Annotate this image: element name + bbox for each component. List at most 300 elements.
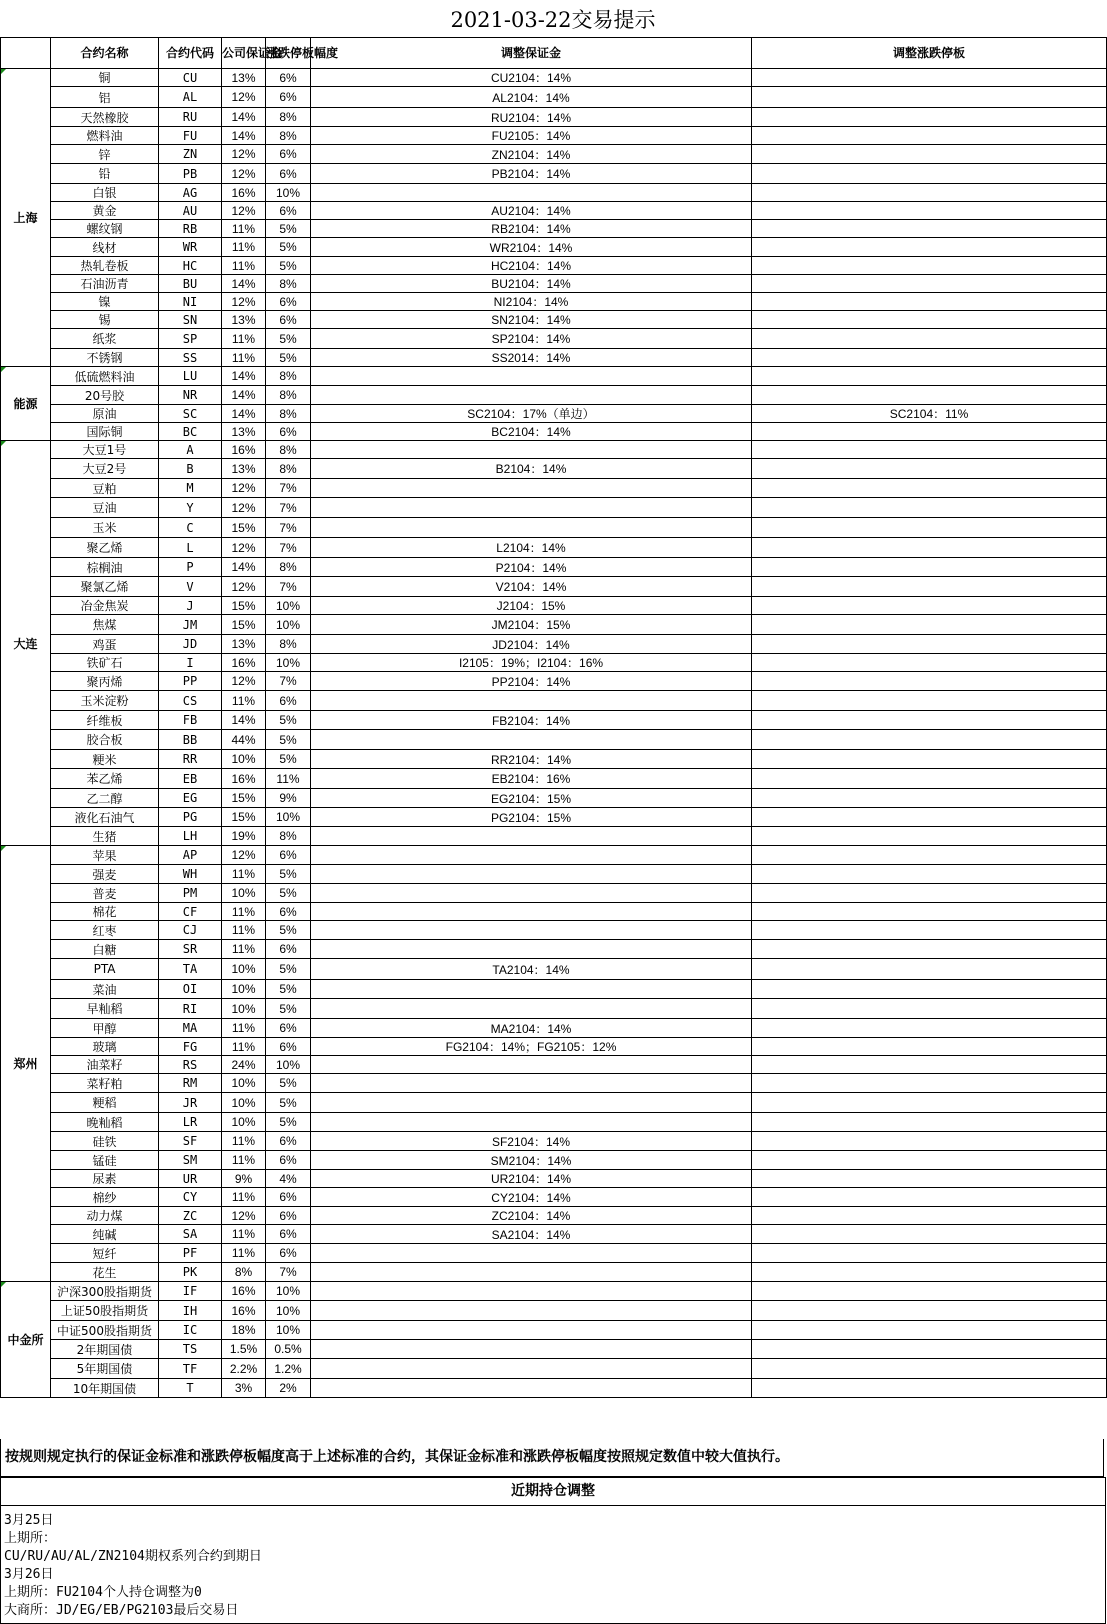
limit-range: 6% bbox=[266, 145, 311, 164]
limit-range: 5% bbox=[266, 1074, 311, 1093]
adjust-margin: I2105：19%；I2104：16% bbox=[311, 654, 752, 672]
adjust-margin: P2104：14% bbox=[311, 558, 752, 577]
limit-range: 8% bbox=[266, 386, 311, 405]
limit-range: 6% bbox=[266, 202, 311, 220]
adjust-limit bbox=[752, 903, 1107, 921]
contract-code: LU bbox=[159, 367, 222, 386]
adjust-margin bbox=[311, 367, 752, 386]
table-row bbox=[1, 1359, 1107, 1379]
contract-name: 焦煤 bbox=[51, 615, 159, 635]
company-margin: 10% bbox=[222, 1074, 266, 1093]
company-margin: 11% bbox=[222, 1132, 266, 1151]
adjust-limit bbox=[752, 293, 1107, 311]
table-row bbox=[1, 999, 1107, 1019]
cell-marker-icon bbox=[1, 846, 6, 851]
contract-code: BU bbox=[159, 275, 222, 293]
adjust-margin: TA2104：14% bbox=[311, 959, 752, 980]
exchange-label: 大连 bbox=[13, 636, 38, 651]
contract-code: AL bbox=[159, 87, 222, 108]
contract-name: 热轧卷板 bbox=[51, 257, 159, 275]
contract-name: 冶金焦炭 bbox=[51, 597, 159, 615]
table-row bbox=[1, 903, 1107, 921]
contract-code: NI bbox=[159, 293, 222, 311]
limit-range: 6% bbox=[266, 1151, 311, 1170]
limit-range: 4% bbox=[266, 1170, 311, 1188]
contract-name: 花生 bbox=[51, 1263, 159, 1282]
contract-code: BC bbox=[159, 423, 222, 441]
contract-code: CS bbox=[159, 691, 222, 711]
adjust-limit bbox=[752, 518, 1107, 538]
contract-name: 大豆2号 bbox=[51, 459, 159, 479]
adjust-limit bbox=[752, 275, 1107, 293]
contract-code: EB bbox=[159, 769, 222, 789]
header-name: 合约名称 bbox=[51, 38, 159, 69]
adjust-limit bbox=[752, 1321, 1107, 1340]
contract-name: 硅铁 bbox=[51, 1132, 159, 1151]
company-margin: 15% bbox=[222, 518, 266, 538]
cell-marker-icon bbox=[1, 69, 6, 74]
limit-range: 7% bbox=[266, 577, 311, 597]
recent-line: 上期所： bbox=[4, 1531, 57, 1546]
contract-code: HC bbox=[159, 257, 222, 275]
company-margin: 11% bbox=[222, 1019, 266, 1038]
table-row bbox=[1, 184, 1107, 202]
contract-code: P bbox=[159, 558, 222, 577]
limit-range: 5% bbox=[266, 1113, 311, 1132]
company-margin: 2.2% bbox=[222, 1359, 266, 1379]
adjust-limit bbox=[752, 1132, 1107, 1151]
adjust-margin: SN2104：14% bbox=[311, 311, 752, 329]
contract-name: 锡 bbox=[51, 311, 159, 329]
adjust-margin bbox=[311, 1093, 752, 1113]
adjust-limit bbox=[752, 367, 1107, 386]
adjust-limit bbox=[752, 615, 1107, 635]
adjust-margin: BU2104：14% bbox=[311, 275, 752, 293]
adjust-margin bbox=[311, 980, 752, 999]
table-row bbox=[1, 498, 1107, 518]
contract-name: 铜 bbox=[51, 69, 159, 87]
header-adjust-margin: 调整保证金 bbox=[311, 38, 752, 69]
contract-name: 晚籼稻 bbox=[51, 1113, 159, 1132]
adjust-limit bbox=[752, 349, 1107, 367]
contract-code: CJ bbox=[159, 921, 222, 940]
adjust-limit bbox=[752, 202, 1107, 220]
contract-code: TF bbox=[159, 1359, 222, 1379]
adjust-margin: JD2104：14% bbox=[311, 635, 752, 654]
company-margin: 15% bbox=[222, 615, 266, 635]
contract-code: TS bbox=[159, 1340, 222, 1359]
table-row bbox=[1, 108, 1107, 127]
limit-range: 6% bbox=[266, 87, 311, 108]
contract-name: 豆粕 bbox=[51, 479, 159, 498]
limit-range: 8% bbox=[266, 459, 311, 479]
company-margin: 24% bbox=[222, 1056, 266, 1074]
limit-range: 10% bbox=[266, 1321, 311, 1340]
table-row bbox=[1, 238, 1107, 257]
contract-name: 低硫燃料油 bbox=[51, 367, 159, 386]
company-margin: 13% bbox=[222, 423, 266, 441]
adjust-margin bbox=[311, 386, 752, 405]
contract-name: 国际铜 bbox=[51, 423, 159, 441]
adjust-margin bbox=[311, 1113, 752, 1132]
adjust-margin: ZN2104：14% bbox=[311, 145, 752, 164]
adjust-limit bbox=[752, 459, 1107, 479]
adjust-limit bbox=[752, 940, 1107, 959]
contract-code: PK bbox=[159, 1263, 222, 1282]
adjust-limit bbox=[752, 577, 1107, 597]
table-row bbox=[1, 1225, 1107, 1244]
contract-code: WR bbox=[159, 238, 222, 257]
adjust-margin bbox=[311, 1301, 752, 1321]
table-body bbox=[1, 69, 1107, 1398]
company-margin: 11% bbox=[222, 220, 266, 238]
table-row bbox=[1, 865, 1107, 884]
contract-code: IF bbox=[159, 1282, 222, 1301]
adjust-limit bbox=[752, 386, 1107, 405]
company-margin: 10% bbox=[222, 1113, 266, 1132]
contract-name: 菜油 bbox=[51, 980, 159, 999]
adjust-limit bbox=[752, 538, 1107, 558]
limit-range: 2% bbox=[266, 1379, 311, 1398]
table-row bbox=[1, 884, 1107, 903]
contract-name: 动力煤 bbox=[51, 1207, 159, 1225]
adjust-limit bbox=[752, 1225, 1107, 1244]
adjust-margin bbox=[311, 1282, 752, 1301]
recent-line: 3月26日 bbox=[4, 1567, 54, 1582]
cell-marker-icon bbox=[1, 441, 6, 446]
contract-name: 纸浆 bbox=[51, 329, 159, 349]
contract-name: 短纤 bbox=[51, 1244, 159, 1263]
table-row bbox=[1, 87, 1107, 108]
adjust-limit bbox=[752, 441, 1107, 459]
adjust-limit bbox=[752, 769, 1107, 789]
adjust-limit bbox=[752, 1244, 1107, 1263]
contract-code: RU bbox=[159, 108, 222, 127]
company-margin: 11% bbox=[222, 1188, 266, 1207]
adjust-margin bbox=[311, 479, 752, 498]
cell-marker-icon bbox=[1, 1282, 6, 1287]
contract-name: 纤维板 bbox=[51, 711, 159, 730]
company-margin: 12% bbox=[222, 87, 266, 108]
adjust-margin: RR2104：14% bbox=[311, 750, 752, 769]
contract-name: 5年期国债 bbox=[51, 1359, 159, 1379]
contract-name: 20号胶 bbox=[51, 386, 159, 405]
exchange-label: 能源 bbox=[13, 397, 38, 411]
contract-name: 螺纹钢 bbox=[51, 220, 159, 238]
contract-code: IC bbox=[159, 1321, 222, 1340]
adjust-margin: J2104：15% bbox=[311, 597, 752, 615]
limit-range: 6% bbox=[266, 1244, 311, 1263]
company-margin: 11% bbox=[222, 238, 266, 257]
contract-code: IH bbox=[159, 1301, 222, 1321]
table-row bbox=[1, 597, 1107, 615]
adjust-margin: PB2104：14% bbox=[311, 164, 752, 184]
contract-name: 聚丙烯 bbox=[51, 672, 159, 691]
adjust-limit bbox=[752, 711, 1107, 730]
company-margin: 16% bbox=[222, 769, 266, 789]
contract-code: SS bbox=[159, 349, 222, 367]
adjust-limit bbox=[752, 884, 1107, 903]
limit-range: 10% bbox=[266, 654, 311, 672]
contract-name: 粳稻 bbox=[51, 1093, 159, 1113]
limit-range: 6% bbox=[266, 940, 311, 959]
exchange-cell bbox=[1, 367, 51, 441]
contract-name: 10年期国债 bbox=[51, 1379, 159, 1398]
limit-range: 8% bbox=[266, 635, 311, 654]
contract-code: PP bbox=[159, 672, 222, 691]
page-title: 2021-03-22交易提示 bbox=[450, 8, 656, 32]
header-code: 合约代码 bbox=[159, 38, 222, 69]
adjust-limit bbox=[752, 1151, 1107, 1170]
limit-range: 5% bbox=[266, 1093, 311, 1113]
contract-code: SA bbox=[159, 1225, 222, 1244]
limit-range: 5% bbox=[266, 865, 311, 884]
limit-range: 8% bbox=[266, 367, 311, 386]
contract-name: 黄金 bbox=[51, 202, 159, 220]
limit-range: 5% bbox=[266, 730, 311, 750]
contract-code: JM bbox=[159, 615, 222, 635]
company-margin: 14% bbox=[222, 558, 266, 577]
contract-name: 玉米 bbox=[51, 518, 159, 538]
company-margin: 12% bbox=[222, 293, 266, 311]
adjust-limit bbox=[752, 1038, 1107, 1056]
company-margin: 12% bbox=[222, 538, 266, 558]
contract-code: FB bbox=[159, 711, 222, 730]
contract-code: EG bbox=[159, 789, 222, 808]
limit-range: 6% bbox=[266, 1225, 311, 1244]
adjust-margin bbox=[311, 1056, 752, 1074]
limit-range: 5% bbox=[266, 238, 311, 257]
limit-range: 7% bbox=[266, 518, 311, 538]
limit-range: 6% bbox=[266, 164, 311, 184]
contract-code: AU bbox=[159, 202, 222, 220]
adjust-margin: SM2104：14% bbox=[311, 1151, 752, 1170]
contract-code: B bbox=[159, 459, 222, 479]
contract-name: 纯碱 bbox=[51, 1225, 159, 1244]
table-row bbox=[1, 538, 1107, 558]
table-row bbox=[1, 730, 1107, 750]
contract-name: 棉花 bbox=[51, 903, 159, 921]
adjust-margin: SS2014：14% bbox=[311, 349, 752, 367]
adjust-margin bbox=[311, 884, 752, 903]
adjust-margin bbox=[311, 846, 752, 865]
contract-code: CY bbox=[159, 1188, 222, 1207]
contract-code: FU bbox=[159, 127, 222, 145]
adjust-margin bbox=[311, 865, 752, 884]
company-margin: 14% bbox=[222, 386, 266, 405]
company-margin: 13% bbox=[222, 635, 266, 654]
table-row bbox=[1, 691, 1107, 711]
company-margin: 12% bbox=[222, 479, 266, 498]
contract-name: 棕榈油 bbox=[51, 558, 159, 577]
contract-name: 粳米 bbox=[51, 750, 159, 769]
table-row bbox=[1, 441, 1107, 459]
limit-range: 7% bbox=[266, 672, 311, 691]
header-row bbox=[1, 38, 1107, 69]
adjust-limit bbox=[752, 1340, 1107, 1359]
adjust-margin bbox=[311, 1379, 752, 1398]
table-row bbox=[1, 980, 1107, 999]
adjust-margin: EG2104：15% bbox=[311, 789, 752, 808]
contract-code: LR bbox=[159, 1113, 222, 1132]
adjust-margin bbox=[311, 1340, 752, 1359]
exchange-label: 中金所 bbox=[7, 1333, 44, 1347]
company-margin: 14% bbox=[222, 127, 266, 145]
adjust-margin: PP2104：14% bbox=[311, 672, 752, 691]
company-margin: 13% bbox=[222, 459, 266, 479]
limit-range: 5% bbox=[266, 999, 311, 1019]
exchange-cell bbox=[1, 441, 51, 846]
adjust-margin bbox=[311, 940, 752, 959]
limit-range: 10% bbox=[266, 597, 311, 615]
contract-code: SF bbox=[159, 1132, 222, 1151]
limit-range: 6% bbox=[266, 423, 311, 441]
contract-code: RS bbox=[159, 1056, 222, 1074]
company-margin: 11% bbox=[222, 903, 266, 921]
adjust-limit bbox=[752, 999, 1107, 1019]
contract-code: L bbox=[159, 538, 222, 558]
contract-name: 铅 bbox=[51, 164, 159, 184]
company-margin: 11% bbox=[222, 329, 266, 349]
contract-name: 2年期国债 bbox=[51, 1340, 159, 1359]
table-row bbox=[1, 127, 1107, 145]
contract-name: 线材 bbox=[51, 238, 159, 257]
recent-line: CU/RU/AU/AL/ZN2104期权系列合约到期日 bbox=[4, 1549, 262, 1564]
limit-range: 8% bbox=[266, 441, 311, 459]
adjust-limit bbox=[752, 654, 1107, 672]
limit-range: 6% bbox=[266, 293, 311, 311]
adjust-limit bbox=[752, 1301, 1107, 1321]
table-row bbox=[1, 257, 1107, 275]
limit-range: 7% bbox=[266, 538, 311, 558]
contract-code: JR bbox=[159, 1093, 222, 1113]
company-margin: 9% bbox=[222, 1170, 266, 1188]
header-limit: 涨跌停板幅度 bbox=[266, 38, 311, 69]
adjust-limit bbox=[752, 1093, 1107, 1113]
contract-name: 玉米淀粉 bbox=[51, 691, 159, 711]
company-margin: 10% bbox=[222, 980, 266, 999]
table-row bbox=[1, 577, 1107, 597]
contract-name: 锰硅 bbox=[51, 1151, 159, 1170]
contract-name: 鸡蛋 bbox=[51, 635, 159, 654]
contract-name: 菜籽粕 bbox=[51, 1074, 159, 1093]
table-row bbox=[1, 1263, 1107, 1282]
recent-line: 大商所：JD/EG/EB/PG2103最后交易日 bbox=[4, 1603, 239, 1618]
contract-code: JD bbox=[159, 635, 222, 654]
adjust-limit bbox=[752, 164, 1107, 184]
company-margin: 12% bbox=[222, 164, 266, 184]
table-row bbox=[1, 654, 1107, 672]
contract-code: SC bbox=[159, 405, 222, 423]
table-row bbox=[1, 750, 1107, 769]
company-margin: 10% bbox=[222, 750, 266, 769]
contract-code: AG bbox=[159, 184, 222, 202]
adjust-margin bbox=[311, 827, 752, 846]
exchange-label: 郑州 bbox=[13, 1057, 38, 1071]
adjust-margin: HC2104：14% bbox=[311, 257, 752, 275]
contract-name: 石油沥青 bbox=[51, 275, 159, 293]
contract-name: 中证500股指期货 bbox=[51, 1321, 159, 1340]
table-row bbox=[1, 386, 1107, 405]
limit-range: 5% bbox=[266, 329, 311, 349]
table-row bbox=[1, 635, 1107, 654]
limit-range: 10% bbox=[266, 1282, 311, 1301]
contract-name: 普麦 bbox=[51, 884, 159, 903]
exchange-cell bbox=[1, 1282, 51, 1398]
limit-range: 8% bbox=[266, 558, 311, 577]
contract-code: UR bbox=[159, 1170, 222, 1188]
limit-range: 5% bbox=[266, 980, 311, 999]
limit-range: 5% bbox=[266, 711, 311, 730]
contract-code: J bbox=[159, 597, 222, 615]
adjust-limit bbox=[752, 1056, 1107, 1074]
contract-name: 胶合板 bbox=[51, 730, 159, 750]
company-margin: 12% bbox=[222, 1207, 266, 1225]
company-margin: 44% bbox=[222, 730, 266, 750]
adjust-limit: SC2104：11% bbox=[752, 405, 1107, 423]
adjust-margin: AU2104：14% bbox=[311, 202, 752, 220]
table-row bbox=[1, 558, 1107, 577]
company-margin: 12% bbox=[222, 498, 266, 518]
adjust-limit bbox=[752, 1379, 1107, 1398]
company-margin: 10% bbox=[222, 884, 266, 903]
table-row bbox=[1, 459, 1107, 479]
company-margin: 15% bbox=[222, 789, 266, 808]
contract-code: C bbox=[159, 518, 222, 538]
adjust-limit bbox=[752, 108, 1107, 127]
table-row bbox=[1, 1244, 1107, 1263]
limit-range: 5% bbox=[266, 257, 311, 275]
contract-name: 强麦 bbox=[51, 865, 159, 884]
contract-code: CF bbox=[159, 903, 222, 921]
adjust-limit bbox=[752, 980, 1107, 999]
adjust-limit bbox=[752, 1019, 1107, 1038]
contract-code: RB bbox=[159, 220, 222, 238]
contract-name: 沪深300股指期货 bbox=[51, 1282, 159, 1301]
adjust-limit bbox=[752, 184, 1107, 202]
trading-table bbox=[0, 37, 1107, 1398]
adjust-margin bbox=[311, 999, 752, 1019]
contract-code: ZN bbox=[159, 145, 222, 164]
adjust-limit bbox=[752, 1263, 1107, 1282]
table-row bbox=[1, 1340, 1107, 1359]
contract-code: NR bbox=[159, 386, 222, 405]
contract-code: M bbox=[159, 479, 222, 498]
table-row bbox=[1, 1151, 1107, 1170]
company-margin: 12% bbox=[222, 202, 266, 220]
company-margin: 18% bbox=[222, 1321, 266, 1340]
company-margin: 11% bbox=[222, 691, 266, 711]
table-row bbox=[1, 69, 1107, 87]
table-row bbox=[1, 672, 1107, 691]
exchange-cell bbox=[1, 69, 51, 367]
company-margin: 13% bbox=[222, 311, 266, 329]
header-margin: 公司保证金 bbox=[222, 38, 266, 69]
contract-name: 铝 bbox=[51, 87, 159, 108]
table-row bbox=[1, 220, 1107, 238]
adjust-limit bbox=[752, 789, 1107, 808]
adjust-limit bbox=[752, 730, 1107, 750]
contract-code: SN bbox=[159, 311, 222, 329]
limit-range: 8% bbox=[266, 275, 311, 293]
limit-range: 9% bbox=[266, 789, 311, 808]
adjust-margin: CY2104：14% bbox=[311, 1188, 752, 1207]
adjust-limit bbox=[752, 846, 1107, 865]
limit-range: 6% bbox=[266, 311, 311, 329]
company-margin: 13% bbox=[222, 69, 266, 87]
adjust-margin: PG2104：15% bbox=[311, 808, 752, 827]
contract-code: RR bbox=[159, 750, 222, 769]
